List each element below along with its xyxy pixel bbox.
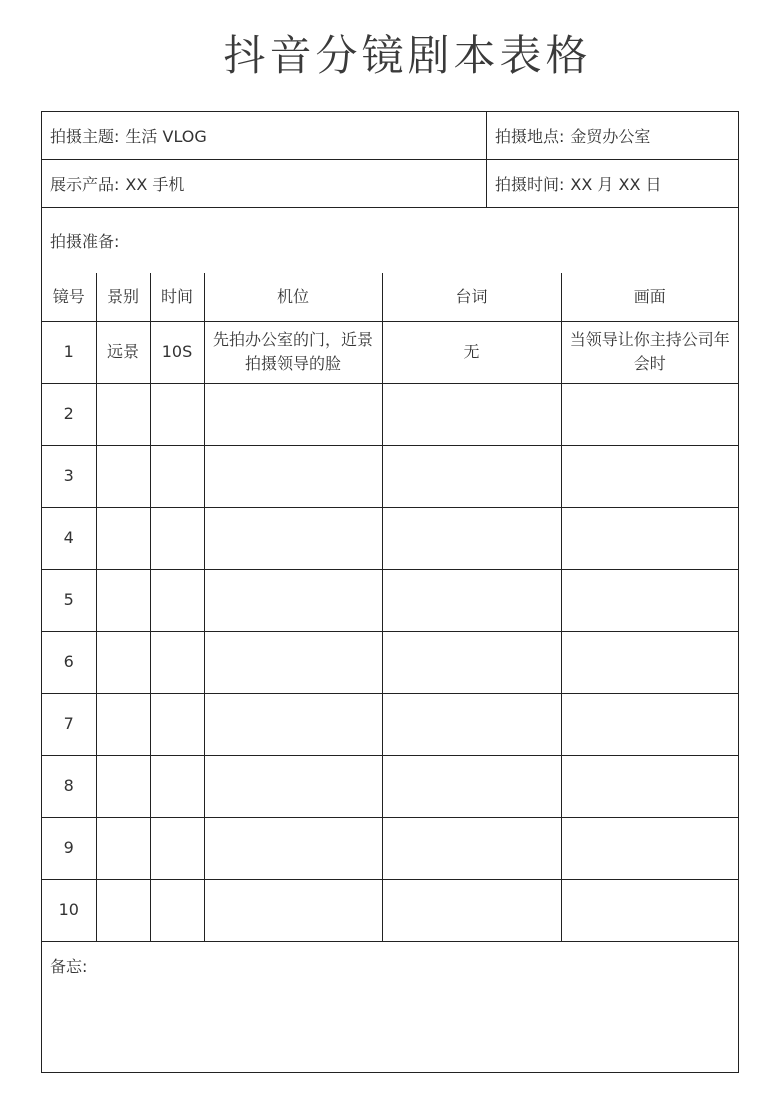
cell-shot-no[interactable]: 5 [42,569,96,631]
cell-shot-no[interactable]: 6 [42,631,96,693]
cell-shot-size[interactable] [96,383,150,445]
product-value: XX 手机 [125,175,185,194]
cell-lines[interactable] [382,507,561,569]
cell-camera[interactable] [204,817,382,879]
cell-shot-no[interactable]: 8 [42,755,96,817]
cell-scene[interactable] [561,569,738,631]
cell-duration[interactable] [150,445,204,507]
table-row [42,383,738,445]
shoot-time-label: 拍摄时间: [495,175,565,194]
cell-lines[interactable] [382,755,561,817]
cell-lines[interactable] [382,693,561,755]
cell-shot-no[interactable]: 2 [42,383,96,445]
table-row [42,693,738,755]
cell-scene[interactable] [561,879,738,941]
cell-duration[interactable] [150,631,204,693]
prep-label: 拍摄准备: [50,232,120,251]
location-label: 拍摄地点: [495,127,565,146]
product-cell[interactable] [42,160,487,207]
cell-lines[interactable] [382,569,561,631]
cell-lines[interactable] [382,879,561,941]
header-shot-no: 镜号 [42,273,96,321]
cell-camera[interactable] [204,445,382,507]
theme-value: 生活 VLOG [125,127,207,146]
cell-shot-no[interactable]: 3 [42,445,96,507]
header-duration: 时间 [150,273,204,321]
shoot-time-cell[interactable] [487,160,738,207]
cell-shot-no[interactable]: 4 [42,507,96,569]
cell-duration[interactable] [150,383,204,445]
table-row [42,631,738,693]
table-row [42,569,738,631]
cell-scene[interactable] [561,631,738,693]
cell-scene[interactable]: 当领导让你主持公司年会时 [561,321,738,383]
cell-duration[interactable] [150,569,204,631]
info-row-2 [42,160,738,208]
cell-shot-no[interactable]: 10 [42,879,96,941]
cell-camera[interactable] [204,693,382,755]
table-row [42,817,738,879]
cell-camera[interactable] [204,383,382,445]
cell-shot-size[interactable] [96,879,150,941]
cell-shot-size[interactable]: 远景 [96,321,150,383]
cell-scene[interactable] [561,817,738,879]
theme-cell[interactable] [42,112,487,159]
cell-shot-size[interactable] [96,507,150,569]
cell-shot-size[interactable] [96,817,150,879]
cell-scene[interactable] [561,445,738,507]
cell-camera[interactable] [204,879,382,941]
table-row [42,507,738,569]
page-title: 抖音分镜剧本表格 [223,31,592,80]
header-camera: 机位 [204,273,382,321]
product-label: 展示产品: [50,175,120,194]
cell-duration[interactable] [150,507,204,569]
cell-duration[interactable] [150,693,204,755]
cell-scene[interactable] [561,507,738,569]
cell-duration[interactable] [150,879,204,941]
header-scene: 画面 [561,273,738,321]
info-row-3 [42,208,738,273]
cell-shot-size[interactable] [96,693,150,755]
memo-label: 备忘: [50,957,88,976]
table-row [42,755,738,817]
header-shot-size: 景别 [96,273,150,321]
cell-scene[interactable] [561,383,738,445]
table-row [42,445,738,507]
cell-duration[interactable]: 10S [150,321,204,383]
location-cell[interactable] [487,112,738,159]
location-value: 金贸办公室 [570,127,651,146]
cell-lines[interactable] [382,445,561,507]
storyboard-sheet [41,111,739,1073]
cell-shot-size[interactable] [96,631,150,693]
cell-lines[interactable] [382,383,561,445]
cell-scene[interactable] [561,693,738,755]
cell-shot-no[interactable]: 7 [42,693,96,755]
cell-shot-size[interactable] [96,569,150,631]
cell-scene[interactable] [561,755,738,817]
cell-shot-no[interactable]: 9 [42,817,96,879]
table-row [42,321,738,383]
cell-lines[interactable] [382,817,561,879]
cell-camera[interactable] [204,507,382,569]
cell-shot-size[interactable] [96,755,150,817]
cell-camera[interactable] [204,755,382,817]
cell-shot-no[interactable]: 1 [42,321,96,383]
cell-shot-size[interactable] [96,445,150,507]
theme-label: 拍摄主题: [50,127,120,146]
table-header-row [42,273,738,321]
cell-duration[interactable] [150,817,204,879]
cell-lines[interactable] [382,631,561,693]
prep-cell[interactable] [42,208,738,273]
cell-camera[interactable]: 先拍办公室的门，近景拍摄领导的脸 [204,321,382,383]
info-row-1 [42,112,738,160]
header-lines: 台词 [382,273,561,321]
shoot-time-value: XX 月 XX 日 [570,175,662,194]
cell-duration[interactable] [150,755,204,817]
table-row [42,879,738,941]
cell-lines[interactable]: 无 [382,321,561,383]
shot-table [42,273,738,942]
cell-camera[interactable] [204,569,382,631]
cell-camera[interactable] [204,631,382,693]
